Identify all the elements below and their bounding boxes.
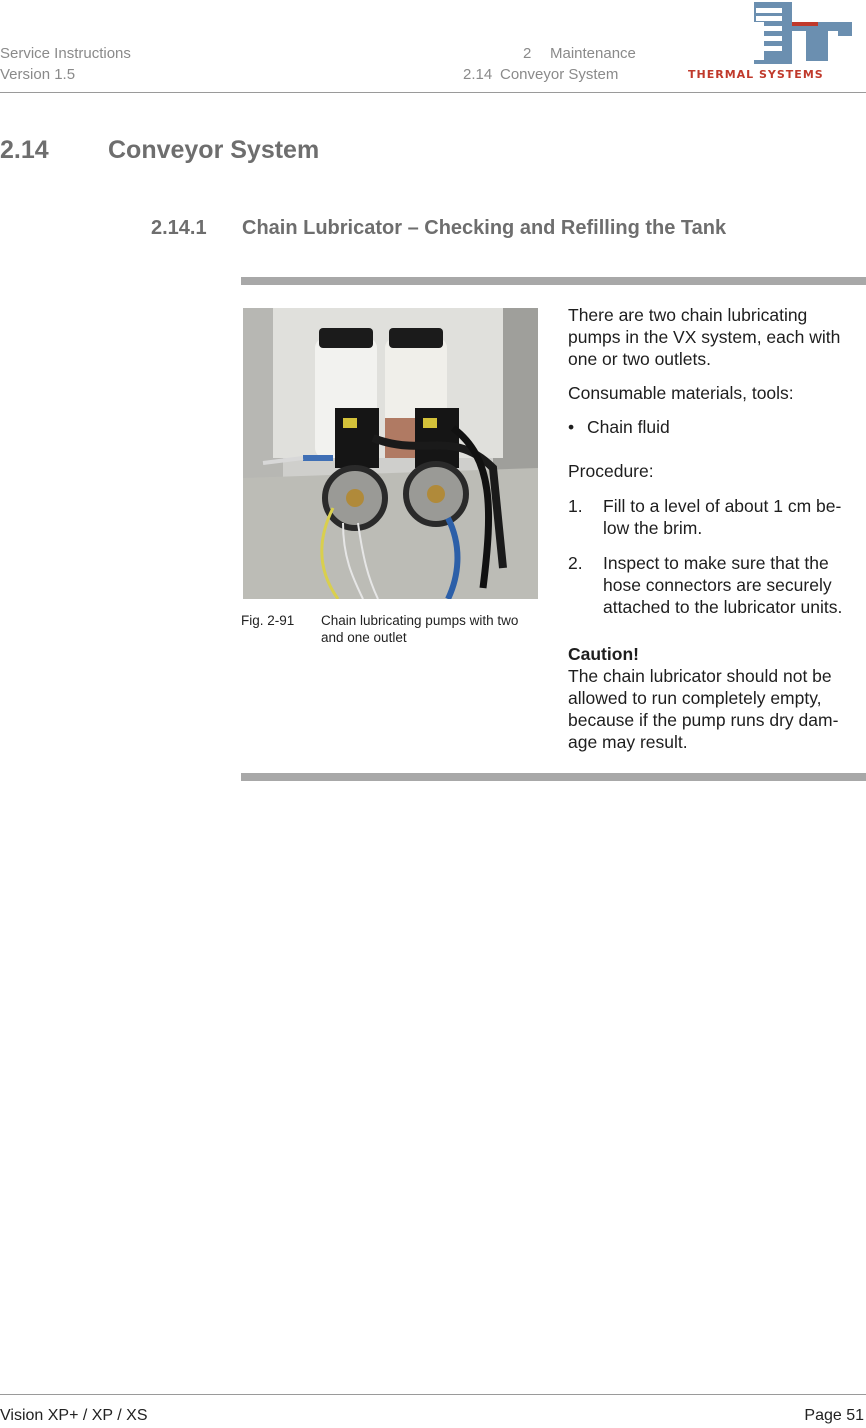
procedure-heading: Procedure: (568, 461, 654, 481)
section-number: 2.14 (0, 136, 49, 164)
footer-product: Vision XP+ / XP / XS (0, 1407, 148, 1424)
logo-subtext: THERMAL SYSTEMS (688, 68, 824, 81)
step-text (603, 552, 842, 618)
intro-line: There are two chain lubricating (568, 305, 808, 325)
step-number: 1. (568, 496, 583, 516)
intro-line: pumps in the VX system, each with (568, 327, 841, 347)
bullet-item: Chain fluid (587, 417, 670, 437)
header-doc-type: Service Instructions (0, 45, 131, 62)
header-section-title: Conveyor System (500, 66, 619, 83)
caution-line: The chain lubricator should not be (568, 666, 832, 686)
figure-label: Fig. 2-91 (241, 613, 295, 628)
caution-line: allowed to run completely empty, (568, 688, 822, 708)
caution-line: because if the pump runs dry dam- (568, 710, 839, 730)
step-line: low the brim. (603, 518, 703, 538)
bullet-marker: • (568, 417, 575, 437)
caution-paragraph (568, 665, 838, 753)
content-bottom-bar (241, 773, 866, 781)
company-logo (688, 2, 866, 86)
step-line: Fill to a level of about 1 cm be- (603, 496, 842, 516)
figure-caption-line-1: Chain lubricating pumps with two (321, 613, 519, 628)
consumables-heading: Consumable materials, tools: (568, 383, 794, 403)
step-number: 2. (568, 553, 583, 573)
header-chapter-title: Maintenance (550, 45, 636, 62)
content-top-bar (241, 277, 866, 285)
step-line: attached to the lubricator units. (603, 597, 843, 617)
step-line: Inspect to make sure that the (603, 553, 829, 573)
header-chapter-num: 2 (523, 45, 532, 62)
footer-page-number: Page 51 (804, 1407, 864, 1424)
subsection-number: 2.14.1 (151, 217, 207, 239)
figure-caption-line-2: and one outlet (321, 630, 407, 645)
caution-line: age may result. (568, 732, 688, 752)
subsection-title: Chain Lubricator – Checking and Refilling the Tank (242, 217, 727, 239)
caution-heading: Caution! (568, 644, 639, 664)
header-rule (0, 92, 866, 93)
section-title: Conveyor System (108, 136, 320, 164)
step-text (603, 495, 841, 539)
footer-rule (0, 1394, 866, 1395)
header-version: Version 1.5 (0, 66, 76, 83)
intro-paragraph (568, 304, 866, 370)
figure-photo (243, 308, 538, 599)
intro-line: one or two outlets. (568, 349, 711, 369)
header-section-num: 2.14 (463, 66, 493, 83)
step-line: hose connectors are securely (603, 575, 832, 595)
